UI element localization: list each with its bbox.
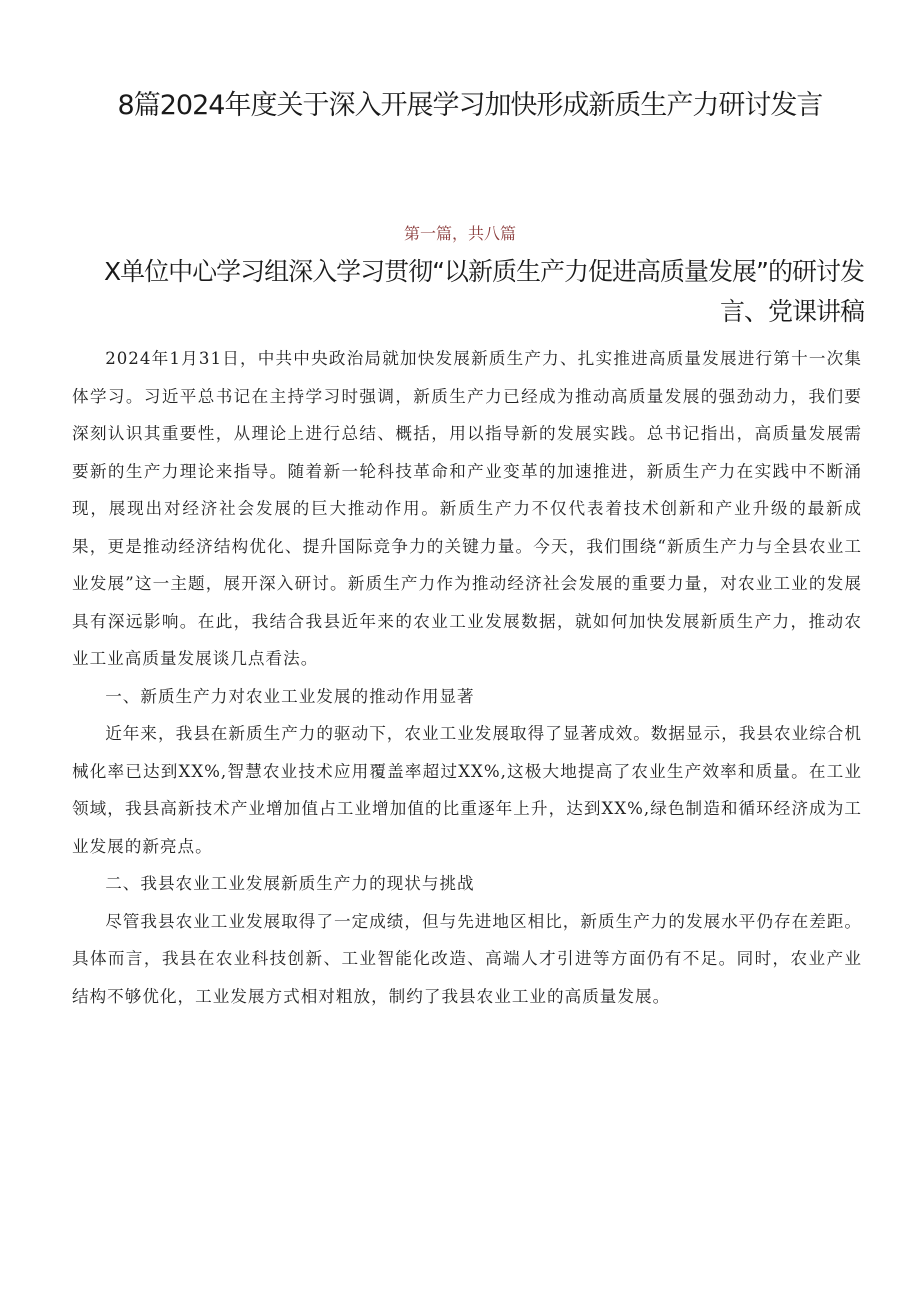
document-body — [72, 340, 862, 1015]
intro-paragraph: 2024年1月31日，中共中央政治局就加快发展新质生产力、扎实推进高质量发展进行第十一次集体学习。习近平总书记在主持学习时强调，新质生产力已经成为推动高质量发展的强劲动力，我们要深刻认识其重要性，从理论上进行总结、概括，用以指导新的发展实践。总书记指出，高质量发展需要新的生产力理论来指导。随着新一轮科技革命和产业变革的加速推进，新质生产力在实践中不断涌现，展现出对经济社会发展的巨大推动作用。新质生产力不仅代表着技术创新和产业升级的最新成果，更是推动经济结构优化、提升国际竞争力的关键力量。今天，我们围绕“新质生产力与全县农业工业发展”这一主题，展开深入研讨。新质生产力作为推动经济社会发展的重要力量，对农业工业的发展具有深远影响。在此，我结合我县近年来的农业工业发展数据，就如何加快发展新质生产力，推动农业工业高质量发展谈几点看法。 — [72, 349, 862, 668]
document-title: 8篇2024年度关于深入开展学习加快形成新质生产力研讨发言 — [117, 90, 823, 121]
section-title: X单位中心学习组深入学习贯彻“以新质生产力促进高质量发展”的研讨发言、党课讲稿 — [103, 257, 864, 326]
paragraph-1: 近年来，我县在新质生产力的驱动下，农业工业发展取得了显著成效。数据显示，我县农业综合机械化率已达到XX%,智慧农业技术应用覆盖率超过XX%,这极大地提高了农业生产效率和质量。在工业领域，我县高新技术产业增加值占工业增加值的比重逐年上升，达到XX%,绿色制造和循环经济成为工业发展的新亮点。 — [72, 724, 862, 856]
paragraph-2: 尽管我县农业工业发展取得了一定成绩，但与先进地区相比，新质生产力的发展水平仍存在差距。具体而言，我县在农业科技创新、工业智能化改造、高端人才引进等方面仍有不足。同时，农业产业结构不够优化，工业发展方式相对粗放，制约了我县农业工业的高质量发展。 — [72, 911, 862, 1006]
section-heading-1: 一、新质生产力对农业工业发展的推动作用显著 — [105, 686, 475, 706]
part-label: 第一篇，共八篇 — [403, 224, 516, 243]
section-heading-2: 二、我县农业工业发展新质生产力的现状与挑战 — [105, 874, 475, 893]
